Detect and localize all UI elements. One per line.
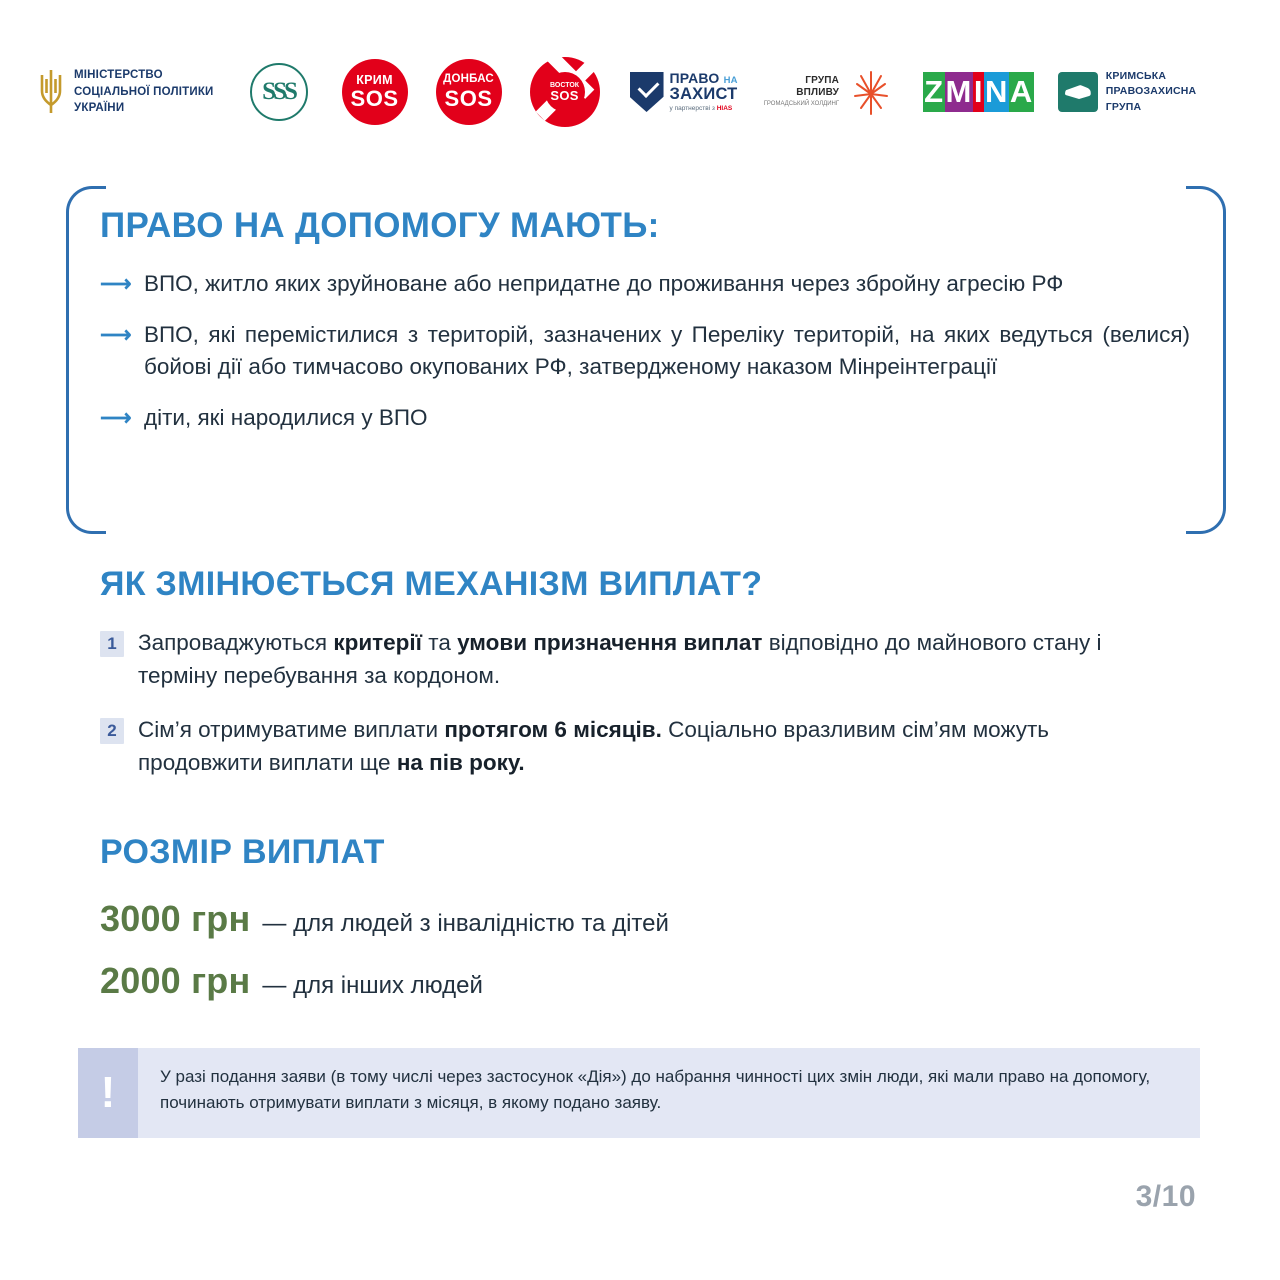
amount-value: 2000 грн	[100, 960, 251, 1001]
logo-donbas-sos	[436, 59, 502, 125]
mech-2-part-1: Сім’я отримуватиме виплати	[138, 717, 445, 743]
ministry-line-3: УКРАЇНИ	[74, 102, 125, 115]
logo-crimean-human-rights-group	[1058, 69, 1197, 115]
note-text: У разі подання заяви (в тому числі через застосунок «Дія») до набрання чинності цих змін люди, які мали право на допомогу, починають отримувати виплати з місяця, в якому подано заяву.	[160, 1067, 1151, 1112]
mechanism-list	[100, 627, 1150, 802]
mechanism-item	[100, 714, 1150, 779]
logo-vostok-sos	[530, 57, 600, 127]
crimea-sos-top: КРИМ	[356, 72, 393, 87]
krhg-line-3: ГРУПА	[1105, 100, 1142, 113]
eligibility-item	[100, 402, 1190, 435]
arrow-right-icon: ⟶	[100, 404, 132, 430]
mech-1-part-5: відповідно до майнового стану і терміну перебування за кордоном.	[138, 630, 1102, 688]
pravo-partner-prefix: у партнерстві з	[669, 104, 717, 112]
logo-zmina	[923, 72, 1034, 112]
sss-monogram: SSS	[250, 63, 308, 121]
zmina-letter-5: A	[1009, 72, 1034, 112]
logo-crimea-sos	[342, 59, 408, 125]
mech-1-part-1: Запроваджуються	[138, 630, 334, 655]
mech-1-part-4: умови призначення виплат	[457, 630, 763, 655]
zmina-letter-2: M	[945, 72, 973, 112]
ministry-line-2: СОЦІАЛЬНОЇ ПОЛІТИКИ	[74, 85, 214, 98]
logo-sss	[250, 63, 308, 121]
eligibility-item-text: ВПО, які перемістилися з територій, зазначених у Переліку територій, на яких ведуться (велися) бойові дії або тимчасово окупованих РФ, затвердженому наказом Мінреінтеграції	[144, 321, 1190, 380]
pravo-line-2: ЗАХИСТ	[669, 85, 738, 104]
mechanism-title: ЯК ЗМІНЮЄТЬСЯ МЕХАНІЗМ ВИПЛАТ?	[100, 565, 763, 603]
arrow-right-icon: ⟶	[100, 321, 132, 347]
ministry-line-1: МІНІСТЕРСТВО	[74, 68, 163, 81]
amount-description: — для інших людей	[262, 972, 483, 999]
amounts-title: РОЗМІР ВИПЛАТ	[100, 833, 385, 871]
mech-1-part-2: критерії	[333, 630, 423, 655]
eligibility-item-text: ВПО, житло яких зруйноване або непридатне до проживання через збройну агресію РФ	[144, 271, 1064, 296]
amount-row	[100, 960, 483, 1002]
mechanism-item	[100, 627, 1150, 692]
amount-value: 3000 грн	[100, 898, 251, 939]
starburst-icon	[843, 64, 899, 120]
pravo-partner-brand: HIAS	[716, 104, 733, 112]
krhg-line-1: КРИМСЬКА	[1105, 70, 1167, 83]
zmina-letter-3: I	[973, 72, 984, 112]
logo-ministry-of-social-policy	[38, 67, 214, 117]
influence-group-line-2: ВПЛИВУ	[796, 86, 840, 98]
krhg-line-2: ПРАВОЗАХИСНА	[1105, 85, 1197, 98]
pravo-line-1: ПРАВО	[669, 70, 720, 87]
bracket-right-decoration	[1186, 186, 1226, 534]
zmina-letter-1: Z	[923, 72, 944, 112]
exclamation-icon: !	[78, 1048, 138, 1138]
eligibility-section	[66, 186, 1226, 534]
eligibility-list	[100, 268, 1190, 453]
donbas-sos-top: ДОНБАС	[443, 73, 494, 86]
page-number: 3/10	[1135, 1180, 1196, 1213]
ukraine-trident-icon	[38, 67, 64, 117]
mech-2-part-4: на пів року.	[396, 749, 525, 775]
logo-right-to-protection	[630, 71, 738, 112]
eligibility-title: ПРАВО НА ДОПОМОГУ МАЮТЬ:	[100, 206, 660, 245]
arrow-right-icon: ⟶	[100, 271, 132, 296]
pravo-line-1-small: НА	[723, 75, 738, 87]
partner-logo-bar	[0, 48, 1280, 136]
eligibility-item	[100, 268, 1190, 301]
eligibility-item-text: діти, які народилися у ВПО	[144, 404, 428, 430]
mech-1-part-3: та	[422, 630, 458, 655]
influence-group-line-3: ГРОМАДСЬКИЙ ХОЛДИНГ	[763, 101, 840, 108]
ministry-name	[74, 67, 214, 117]
lifebuoy-icon	[530, 57, 600, 127]
eligibility-item	[100, 319, 1190, 384]
influence-group-line-1: ГРУПА	[805, 75, 840, 87]
amount-row	[100, 898, 669, 940]
mechanism-item-number: 1	[100, 631, 124, 657]
mechanism-item-text	[138, 627, 1150, 692]
mech-2-part-3: Соціально вразливим сім’ям можуть продовжити виплати ще	[138, 717, 1050, 775]
donbas-sos-bottom: SOS	[444, 85, 493, 111]
shield-check-icon	[630, 72, 664, 112]
fish-mark-icon	[1058, 72, 1098, 112]
vostok-sos-top: ВОСТОК	[550, 82, 580, 89]
mech-2-part-2: протягом 6 місяців.	[444, 717, 662, 743]
logo-influence-group	[764, 64, 899, 120]
amount-description: — для людей з інвалідністю та дітей	[262, 910, 669, 937]
mechanism-item-number: 2	[100, 718, 124, 744]
note-callout	[78, 1048, 1200, 1138]
mechanism-item-text	[138, 714, 1150, 779]
vostok-sos-bottom: SOS	[550, 88, 579, 103]
crimea-sos-bottom: SOS	[350, 86, 399, 112]
zmina-letter-4: N	[984, 72, 1009, 112]
